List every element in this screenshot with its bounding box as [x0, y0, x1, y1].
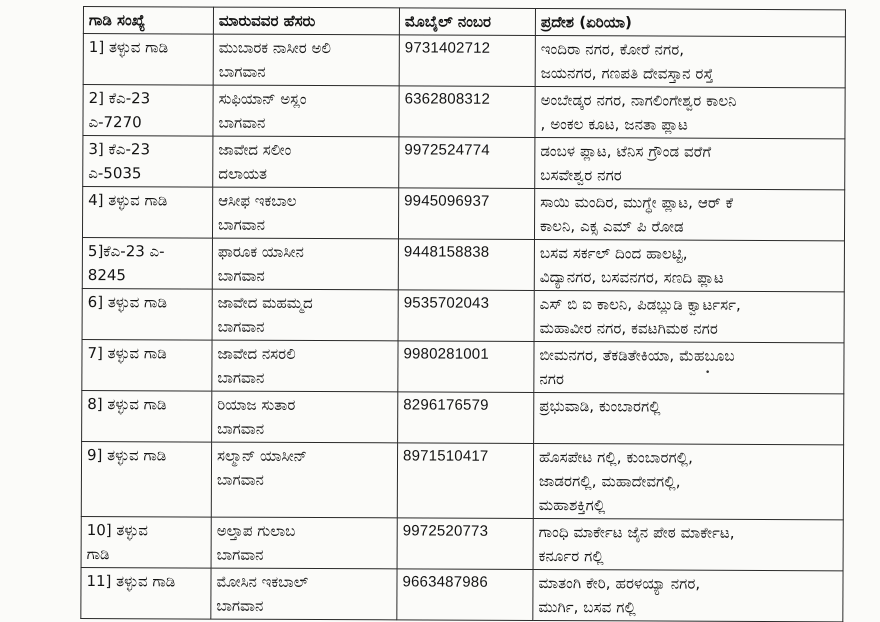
name-cell: ಮುಬಾರಕ ನಾಸೀರ ಅಲಿ ಬಾಗವಾನ [213, 34, 399, 86]
mobile-cell: 6362808312 [399, 86, 535, 138]
table-row [81, 441, 843, 519]
table-row [83, 85, 845, 139]
area-cell: ಸಾಯಿ ಮಂದಿರ, ಮುಗ್ಧೇ ಪ್ಲಾಟ, ಆರ್ ಕೆ ಕಾಲನಿ, ಎಕ್ಸ ಎಮ್ ಪಿ ರೋಡ [534, 188, 844, 240]
area-cell: ಬೀಮನಗರ, ತೆಕಡಿತೇಕಿಯಾ, ಮೆಹಬೂಬ ನಗರ [534, 341, 844, 393]
area-cell: ಬಸವ ಸರ್ಕಲ್ ದಿಂದ ಹಾಲಟ್ಟಿ, ವಿದ್ಯಾನಗರ, ಬಸವನಗರ, ಸಣದಿ ಪ್ಲಾಟ [534, 239, 844, 291]
area-cell: ಗಾಂಧಿ ಮಾರ್ಕೇಟ ಜೈನ ಪೇಠ ಮಾರ್ಕೇಟ, ಕರ್ನೂರ ಗಲ್ಲಿ [533, 518, 843, 570]
header-seller-name: ಮಾರುವವರ ಹೆಸರು [213, 7, 399, 35]
vehicle-cell: 1] ತಳ್ಳುವ ಗಾಡಿ [83, 34, 213, 86]
name-cell: ಫಾರೂಕ ಯಾಸೀನ ಬಾಗವಾನ [212, 238, 398, 290]
header-row [83, 7, 845, 37]
area-cell: ಅಂಬೇಡ್ಕರ ನಗರ, ನಾಗಲಿಂಗೇಶ್ವರ ಕಾಲನಿ , ಅಂಕಲ ಕೂಟ, ಜನತಾ ಪ್ಲಾಟ [535, 86, 845, 138]
name-cell: ರಿಯಾಜ ಸುತಾರ ಬಾಗವಾನ [212, 391, 398, 443]
table-row [82, 237, 844, 291]
name-cell: ಅಲ್ತಾಪ ಗುಲಾಬ ಬಾಗವಾನ [211, 517, 397, 569]
area-cell: ಡಂಬಳ ಪ್ಲಾಟ, ಟೆನಿಸ ಗ್ರೌಂಡ ವರೆಗೆ ಬಸವೇಶ್ವರ ನಗರ [535, 137, 845, 189]
name-cell: ಮೋಸಿನ ಇಕಬಾಲ್ ಬಾಗವಾನ [211, 568, 397, 620]
table-row [83, 136, 845, 190]
name-cell: ಸಲ್ಮಾನ್ ಯಾಸೀನ್ ಬಾಗವಾನ [211, 442, 397, 518]
mobile-cell: 8971510417 [397, 443, 533, 519]
mobile-cell: 9535702043 [398, 290, 534, 342]
table-row [81, 516, 843, 570]
vehicle-cell: 7] ತಳ್ಳುವ ಗಾಡಿ [82, 339, 212, 391]
vehicle-cell: 9] ತಳ್ಳುವ ಗಾಡಿ [81, 441, 211, 517]
name-cell: ಜಾವೇದ ನಸರಲಿ ಬಾಗವಾನ [212, 340, 398, 392]
table-row [82, 339, 844, 393]
vendor-table [80, 6, 846, 622]
vehicle-cell: 2] ಕೆಎ-23 ಎ-7270 [83, 85, 213, 137]
vehicle-cell: 6] ತಳ್ಳುವ ಗಾಡಿ [82, 288, 212, 340]
vehicle-cell: 11] ತಳ್ಳುವ ಗಾಡಿ [81, 567, 211, 619]
mobile-cell: 9972524774 [399, 137, 535, 189]
area-cell: ಪ್ರಭುವಾಡಿ, ಕುಂಬಾರಗಲ್ಲಿ [534, 392, 844, 444]
mobile-cell: 9945096937 [398, 188, 534, 240]
table-row [81, 567, 843, 621]
area-cell: ಎಸ್ ಬಿ ಐ ಕಾಲನಿ, ಪಿಡಬ್ಲುಡಿ ಕ್ವಾರ್ಟರ್ಸ, ಮಹಾವೀರ ನಗರ, ಕವಟಗಿಮಠ ನಗರ [534, 290, 844, 342]
area-cell: ಮಾತಂಗಿ ಕೇರಿ, ಹರಳಯ್ಯಾ ನಗರ, ಮುರ್ಗಿ, ಬಸವ ಗಲ್ಲಿ [533, 569, 843, 621]
table-row [82, 390, 844, 444]
vehicle-cell: 5]ಕೆಎ-23 ಎ- 8245 [82, 237, 212, 289]
vehicle-cell: 10] ತಳ್ಳುವ ಗಾಡಿ [81, 516, 211, 568]
name-cell: ಜಾವೇದ ಸಲೀಂ ದಲಾಯತ [213, 136, 399, 188]
mobile-cell: 9972520773 [397, 518, 533, 570]
table-row [83, 34, 845, 88]
mobile-cell: 9663487986 [397, 569, 533, 621]
area-cell: ಇಂದಿರಾ ನಗರ, ಕೋರೆ ನಗರ, ಜಯನಗರ, ಗಣಪತಿ ದೇವಸ್ತಾನ ರಸ್ತೆ [535, 35, 845, 87]
header-area: ಪ್ರದೇಶ (ಏರಿಯಾ) [535, 8, 845, 36]
mobile-cell: 9448158838 [398, 239, 534, 291]
mobile-cell: 8296176579 [398, 392, 534, 444]
name-cell: ಸುಫಿಯಾನ್ ಅಸ್ಲಂ ಬಾಗವಾನ [213, 85, 399, 137]
stray-pen-mark: • [705, 368, 711, 378]
table-row [82, 187, 844, 241]
area-cell: ಹೊಸಪೇಟ ಗಲ್ಲಿ, ಕುಂಬಾರಗಲ್ಲಿ, ಜಾಡರಗಲ್ಲಿ, ಮಹಾದೇವಗಲ್ಲಿ, ಮಹಾಶಕ್ತಿಗಲ್ಲಿ [533, 443, 843, 519]
header-mobile-number: ಮೊಬೈಲ್ ನಂಬರ [399, 8, 535, 36]
vehicle-cell: 4] ತಳ್ಳುವ ಗಾಡಿ [82, 187, 212, 239]
vehicle-cell: 3] ಕೆಎ-23 ಎ-5035 [83, 136, 213, 188]
name-cell: ಆಸೀಫ ಇಕಬಾಲ ಬಾಗವಾನ [212, 187, 398, 239]
table-row [82, 288, 844, 342]
mobile-cell: 9980281001 [398, 341, 534, 393]
header-vehicle-number: ಗಾಡಿ ಸಂಖ್ಯೆ [83, 7, 213, 35]
vehicle-cell: 8] ತಳ್ಳುವ ಗಾಡಿ [82, 390, 212, 442]
name-cell: ಜಾವೇದ ಮಹಮ್ಮದ ಬಾಗವಾನ [212, 289, 398, 341]
mobile-cell: 9731402712 [399, 35, 535, 87]
